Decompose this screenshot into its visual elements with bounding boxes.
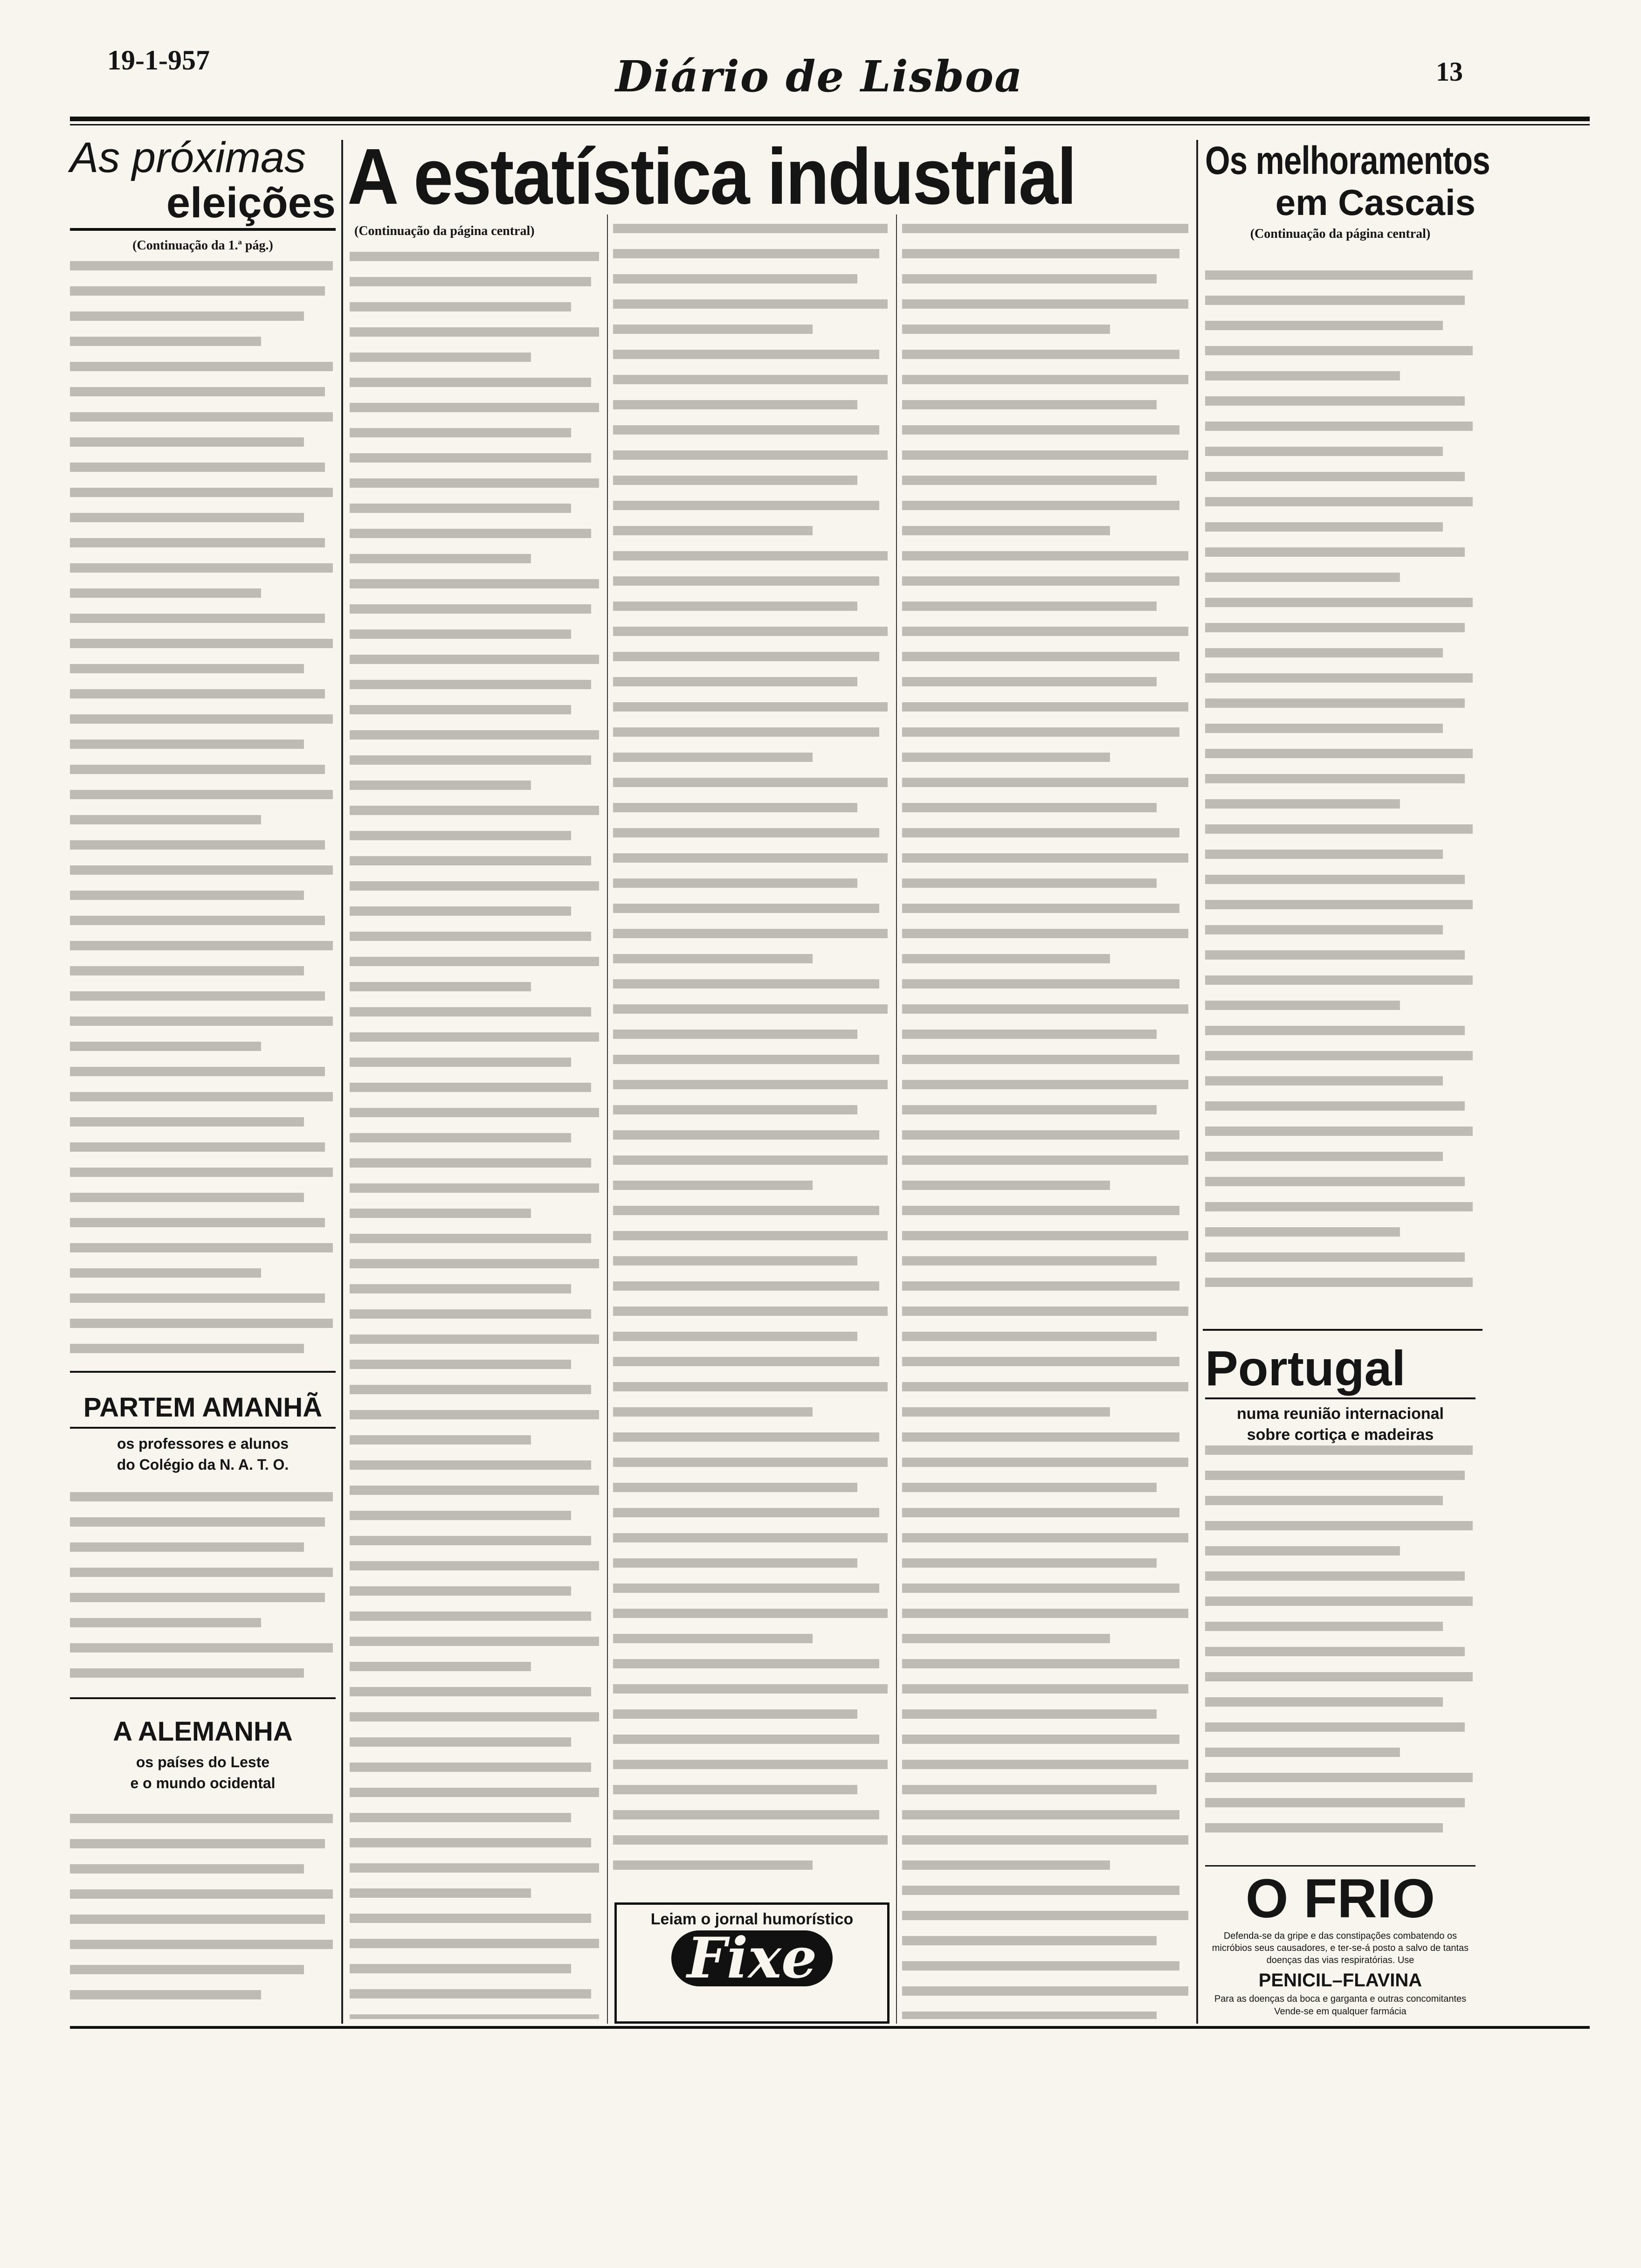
stats-column-3 <box>902 224 1191 2019</box>
column-rule <box>607 214 608 2024</box>
frio-indications: Para as doenças da boca e garganta e outras concomitantes <box>1214 1993 1467 2004</box>
industrial-stats-story-header <box>347 132 1191 221</box>
column-rule <box>896 214 897 2024</box>
germany-headline: A ALEMANHA <box>113 1716 293 1747</box>
page-number: 13 <box>1436 56 1463 87</box>
nato-story-header <box>70 1392 336 1473</box>
issue-date: 19-1-957 <box>107 45 210 76</box>
nato-headline: PARTEM AMANHÃ <box>70 1392 336 1429</box>
nato-body <box>70 1492 336 1688</box>
portugal-subheadline-2: sobre cortiça e madeiras <box>1247 1426 1434 1444</box>
elections-story <box>70 135 336 253</box>
elections-headline-line1: As próximas <box>70 134 306 181</box>
cascais-body <box>1205 270 1476 1320</box>
industrial-stats-headline: A estatística industrial <box>347 132 1076 221</box>
continuation-note: (Continuação da página central) <box>354 224 535 238</box>
newspaper-title: Diário de Lisboa <box>615 51 1023 102</box>
frio-body: Defenda-se da gripe e das constipações combatendo os micróbios seus causadores, e ter-se-á posto a salvo de tantas doenças das vias respiratórias. Use <box>1212 1930 1469 1965</box>
column-rule <box>341 140 343 2024</box>
frio-brand: PENICIL–FLAVINA <box>1258 1970 1422 1991</box>
elections-headline-line2: eleições <box>70 180 336 231</box>
fixe-logo-text: Fixe <box>671 1930 833 1986</box>
frio-advertisement <box>1205 1865 1476 2017</box>
portugal-story-header <box>1205 1343 1476 1444</box>
fixe-ad-text: Leiam o jornal humorístico <box>650 1910 854 1928</box>
continuation-note: (Continuação da 1.ª pág.) <box>132 238 273 253</box>
germany-story-header <box>70 1716 336 1792</box>
continuation-note: (Continuação da página central) <box>1250 227 1431 242</box>
germany-subheadline-2: e o mundo ocidental <box>130 1775 276 1791</box>
fixe-advertisement <box>614 1902 889 2024</box>
nato-subheadline-2: do Colégio da N. A. T. O. <box>117 1456 289 1473</box>
bottom-rule <box>70 2026 1590 2029</box>
portugal-subheadline-1: numa reunião internacional <box>1237 1405 1444 1423</box>
column-rule <box>1196 140 1198 2024</box>
frio-availability: Vende-se em qualquer farmácia <box>1274 2006 1407 2017</box>
fixe-logo <box>617 1925 887 1991</box>
story-divider <box>70 1697 336 1699</box>
masthead-rule <box>70 117 1590 121</box>
cascais-story-header <box>1205 138 1490 242</box>
portugal-headline: Portugal <box>1205 1343 1476 1399</box>
stats-column-1 <box>350 252 601 2019</box>
cascais-headline-line2: em Cascais <box>1275 182 1476 223</box>
germany-subheadline-1: os países do Leste <box>136 1754 270 1770</box>
story-divider <box>1203 1329 1482 1331</box>
masthead-rule-thin <box>70 124 1590 125</box>
portugal-body <box>1205 1445 1476 1856</box>
story-divider <box>70 1371 336 1373</box>
elections-body <box>70 261 336 1362</box>
frio-title: O FRIO <box>1245 1868 1435 1929</box>
cascais-headline-line1: Os melhoramentos <box>1205 138 1490 182</box>
ad-rule <box>1205 1865 1476 1867</box>
stats-column-2 <box>613 224 890 1893</box>
germany-body <box>70 1814 336 2019</box>
nato-subheadline-1: os professores e alunos <box>117 1435 289 1452</box>
